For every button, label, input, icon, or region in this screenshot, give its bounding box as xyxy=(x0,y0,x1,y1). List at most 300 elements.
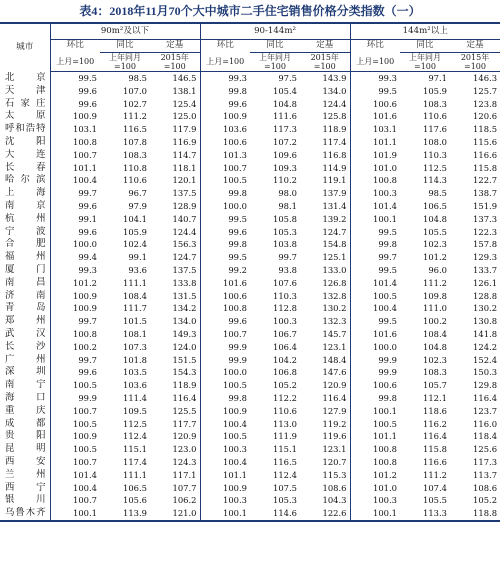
city-name-cell: 北京 xyxy=(0,72,50,85)
city-name-cell: 济南 xyxy=(0,290,50,303)
index-cell-mom-small: 99.5 xyxy=(78,73,97,83)
index-cell-mom-large: 99.5 xyxy=(350,226,400,239)
index-cell-base-medium: 133.0 xyxy=(322,264,347,275)
index-cell-yoy-large: 107.4 xyxy=(423,482,447,493)
index-cell-base-small: 116.9 xyxy=(172,136,197,147)
table-row xyxy=(0,123,500,136)
index-cell-base-small: 133.8 xyxy=(172,277,197,288)
table-row xyxy=(0,149,500,162)
index-cell-base-medium: 114.9 xyxy=(322,162,347,173)
index-cell-yoy-medium: 100.3 xyxy=(273,316,297,327)
index-cell-base-medium: 126.8 xyxy=(322,277,347,288)
index-cell-mom-medium: 100.1 xyxy=(200,507,250,521)
index-cell-yoy-medium: 116.5 xyxy=(273,456,297,467)
table-body xyxy=(0,72,500,521)
index-cell-yoy-medium: 105.4 xyxy=(273,85,297,96)
index-cell-base-small: 116.4 xyxy=(172,392,197,403)
index-cell-yoy-medium: 106.4 xyxy=(273,341,297,352)
index-cell-mom-large: 103.1 xyxy=(350,123,400,136)
index-cell-base-large: 108.6 xyxy=(473,482,498,493)
index-cell-yoy-small: 116.5 xyxy=(123,124,147,135)
index-cell-base-small: 154.3 xyxy=(172,367,197,378)
base-label-base: 2015年=100 xyxy=(450,53,500,72)
index-cell-mom-medium: 99.5 xyxy=(200,213,250,226)
index-cell-yoy-large: 97.1 xyxy=(428,73,447,83)
index-cell-base-medium: 148.4 xyxy=(322,354,347,365)
city-name-cell: 昆明 xyxy=(0,443,50,456)
index-cell-base-large: 151.9 xyxy=(473,200,498,211)
city-name-cell: 长春 xyxy=(0,162,50,175)
table-row xyxy=(0,379,500,392)
index-cell-mom-medium: 101.3 xyxy=(200,149,250,162)
index-cell-mom-large: 101.0 xyxy=(350,482,400,495)
index-cell-base-large: 129.3 xyxy=(473,252,498,263)
index-cell-mom-medium: 100.7 xyxy=(200,162,250,175)
index-cell-base-medium: 147.6 xyxy=(322,367,347,378)
index-cell-mom-small: 100.9 xyxy=(73,290,97,301)
index-cell-base-large: 118.5 xyxy=(473,124,498,135)
index-cell-base-small: 107.7 xyxy=(172,482,197,493)
index-cell-base-medium: 120.7 xyxy=(322,456,347,467)
index-cell-yoy-small: 105.9 xyxy=(123,226,147,237)
index-cell-base-large: 126.1 xyxy=(473,277,498,288)
index-cell-yoy-medium: 112.2 xyxy=(273,392,297,403)
index-cell-base-small: 124.3 xyxy=(172,456,197,467)
index-cell-mom-large: 100.6 xyxy=(350,98,400,111)
index-cell-base-large: 120.6 xyxy=(473,111,498,122)
index-cell-mom-small: 100.4 xyxy=(73,482,97,493)
index-cell-mom-large: 101.1 xyxy=(350,136,400,149)
index-cell-base-medium: 116.8 xyxy=(322,149,347,160)
table-row xyxy=(0,469,500,482)
index-cell-base-medium: 104.3 xyxy=(322,495,347,506)
sub-header-yoy: 同比 xyxy=(100,40,150,53)
table-row xyxy=(0,507,500,521)
index-cell-yoy-large: 117.6 xyxy=(423,124,447,135)
index-cell-yoy-large: 98.5 xyxy=(428,188,447,199)
index-cell-base-medium: 119.2 xyxy=(322,418,347,429)
index-cell-mom-large: 99.9 xyxy=(350,366,400,379)
index-cell-mom-small: 100.0 xyxy=(73,239,97,250)
index-cell-base-small: 124.0 xyxy=(172,341,197,352)
sub-header-yoy: 同比 xyxy=(400,40,450,53)
index-cell-mom-small: 100.5 xyxy=(73,418,97,429)
table-row xyxy=(0,187,500,200)
sub-header-mom: 环比 xyxy=(200,40,250,53)
base-label-yoy: 上年同月=100 xyxy=(250,53,300,72)
city-name-cell: 青岛 xyxy=(0,302,50,315)
index-cell-yoy-medium: 104.8 xyxy=(273,98,297,109)
index-cell-base-medium: 127.9 xyxy=(322,405,347,416)
table-row xyxy=(0,494,500,507)
index-cell-yoy-small: 102.7 xyxy=(123,98,147,109)
table-row xyxy=(0,251,500,264)
index-cell-base-small: 124.4 xyxy=(172,226,197,237)
index-cell-base-medium: 117.4 xyxy=(322,136,347,147)
index-cell-yoy-small: 115.1 xyxy=(123,444,147,455)
index-cell-yoy-medium: 117.3 xyxy=(273,124,297,135)
index-cell-mom-medium: 99.6 xyxy=(200,226,250,239)
index-cell-base-medium: 137.9 xyxy=(322,188,347,199)
index-cell-yoy-large: 110.6 xyxy=(423,111,447,122)
index-cell-base-small: 138.1 xyxy=(172,85,197,96)
index-cell-mom-large: 100.8 xyxy=(350,456,400,469)
index-cell-mom-large: 101.2 xyxy=(350,469,400,482)
group-header-large: 144m²以上 xyxy=(350,23,500,40)
index-cell-mom-medium: 100.7 xyxy=(200,328,250,341)
base-label-mom: 上月=100 xyxy=(50,53,100,72)
table-row xyxy=(0,226,500,239)
index-cell-base-small: 146.5 xyxy=(172,73,197,83)
index-cell-yoy-medium: 109.6 xyxy=(273,149,297,160)
index-cell-yoy-large: 105.9 xyxy=(423,85,447,96)
city-name-cell: 乌鲁木齐 xyxy=(0,507,50,521)
table-row xyxy=(0,72,500,85)
index-cell-base-small: 125.0 xyxy=(172,111,197,122)
index-cell-mom-medium: 100.0 xyxy=(200,366,250,379)
index-cell-mom-small: 100.9 xyxy=(73,431,97,442)
index-cell-yoy-large: 112.1 xyxy=(423,392,447,403)
index-cell-mom-medium: 100.9 xyxy=(200,405,250,418)
index-cell-yoy-small: 112.5 xyxy=(123,418,147,429)
city-name-cell: 合肥 xyxy=(0,238,50,251)
index-cell-yoy-small: 111.7 xyxy=(123,303,147,314)
index-cell-yoy-medium: 112.4 xyxy=(273,469,297,480)
index-cell-mom-small: 100.7 xyxy=(73,495,97,506)
index-cell-mom-large: 101.4 xyxy=(350,200,400,213)
table-row xyxy=(0,238,500,251)
index-cell-mom-small: 99.6 xyxy=(78,367,97,378)
table-row xyxy=(0,98,500,111)
index-cell-yoy-large: 105.5 xyxy=(423,226,447,237)
index-cell-yoy-large: 115.8 xyxy=(423,444,447,455)
index-cell-yoy-large: 111.2 xyxy=(423,469,447,480)
index-cell-yoy-medium: 107.6 xyxy=(273,277,297,288)
index-cell-base-large: 152.4 xyxy=(473,354,498,365)
index-cell-base-medium: 139.2 xyxy=(322,213,347,224)
index-cell-base-medium: 132.8 xyxy=(322,290,347,301)
index-cell-mom-small: 100.9 xyxy=(73,303,97,314)
index-cell-mom-medium: 99.8 xyxy=(200,85,250,98)
index-cell-yoy-small: 98.5 xyxy=(128,73,147,83)
index-cell-base-large: 125.7 xyxy=(473,85,498,96)
index-cell-mom-medium: 100.6 xyxy=(200,290,250,303)
index-cell-base-small: 137.5 xyxy=(172,264,197,275)
city-name-cell: 郑州 xyxy=(0,315,50,328)
index-cell-mom-medium: 99.3 xyxy=(200,72,250,85)
index-cell-yoy-large: 102.3 xyxy=(423,239,447,250)
index-cell-yoy-medium: 98.1 xyxy=(278,200,297,211)
index-cell-base-small: 134.0 xyxy=(172,316,197,327)
index-cell-yoy-medium: 99.7 xyxy=(278,252,297,263)
index-cell-yoy-small: 108.4 xyxy=(123,290,147,301)
index-cell-mom-medium: 100.8 xyxy=(200,302,250,315)
index-cell-yoy-large: 114.3 xyxy=(423,175,447,186)
index-cell-yoy-small: 103.6 xyxy=(123,380,147,391)
city-name-cell: 银川 xyxy=(0,494,50,507)
index-cell-mom-small: 99.7 xyxy=(78,354,97,365)
index-cell-base-small: 131.5 xyxy=(172,290,197,301)
index-cell-mom-small: 100.7 xyxy=(73,405,97,416)
index-cell-base-large: 130.8 xyxy=(473,316,498,327)
city-name-cell: 天津 xyxy=(0,85,50,98)
index-cell-base-medium: 123.1 xyxy=(322,444,347,455)
index-cell-mom-small: 101.1 xyxy=(73,162,97,173)
index-cell-mom-small: 103.1 xyxy=(73,124,97,135)
table-row xyxy=(0,264,500,277)
index-cell-base-large: 125.6 xyxy=(473,444,498,455)
city-name-cell: 石家庄 xyxy=(0,98,50,111)
index-cell-yoy-medium: 110.6 xyxy=(273,405,297,416)
index-cell-mom-small: 99.6 xyxy=(78,200,97,211)
index-cell-mom-small: 99.6 xyxy=(78,98,97,109)
city-name-cell: 沈阳 xyxy=(0,136,50,149)
index-cell-mom-large: 99.3 xyxy=(350,72,400,85)
index-cell-mom-large: 100.4 xyxy=(350,302,400,315)
index-cell-base-large: 150.3 xyxy=(473,367,498,378)
index-cell-yoy-large: 116.2 xyxy=(423,418,447,429)
index-cell-mom-medium: 99.2 xyxy=(200,264,250,277)
index-cell-base-large: 113.7 xyxy=(473,469,498,480)
index-cell-mom-large: 100.6 xyxy=(350,379,400,392)
table-row xyxy=(0,302,500,315)
table-row xyxy=(0,328,500,341)
index-cell-base-medium: 125.1 xyxy=(322,252,347,263)
index-cell-mom-small: 100.5 xyxy=(73,444,97,455)
city-name-cell: 重庆 xyxy=(0,405,50,418)
index-cell-base-large: 138.7 xyxy=(473,188,498,199)
index-cell-base-large: 118.4 xyxy=(473,431,498,442)
index-cell-mom-small: 99.6 xyxy=(78,226,97,237)
index-cell-mom-medium: 100.5 xyxy=(200,379,250,392)
index-cell-mom-medium: 101.1 xyxy=(200,469,250,482)
city-name-cell: 海口 xyxy=(0,392,50,405)
base-label-yoy: 上年同月=100 xyxy=(100,53,150,72)
index-cell-yoy-large: 96.0 xyxy=(428,264,447,275)
index-cell-mom-large: 99.9 xyxy=(350,354,400,367)
index-cell-yoy-large: 101.2 xyxy=(423,252,447,263)
index-cell-yoy-medium: 107.2 xyxy=(273,136,297,147)
sub-header-mom: 环比 xyxy=(350,40,400,53)
index-cell-yoy-small: 111.1 xyxy=(123,277,147,288)
index-cell-base-medium: 131.4 xyxy=(322,200,347,211)
index-cell-base-medium: 125.8 xyxy=(322,111,347,122)
index-cell-yoy-small: 104.1 xyxy=(123,213,147,224)
index-cell-base-large: 130.2 xyxy=(473,303,498,314)
index-cell-yoy-small: 113.9 xyxy=(100,507,150,521)
index-cell-base-small: 124.7 xyxy=(172,252,197,263)
index-cell-base-medium: 132.3 xyxy=(322,316,347,327)
index-cell-base-small: 137.5 xyxy=(172,188,197,199)
table-row xyxy=(0,341,500,354)
index-cell-base-large: 141.8 xyxy=(473,328,498,339)
index-cell-mom-medium: 99.6 xyxy=(200,98,250,111)
index-cell-yoy-medium: 110.3 xyxy=(273,290,297,301)
index-cell-mom-small: 100.4 xyxy=(73,175,97,186)
city-name-cell: 呼和浩特 xyxy=(0,123,50,136)
index-cell-yoy-large: 102.3 xyxy=(423,354,447,365)
index-cell-mom-small: 100.5 xyxy=(73,380,97,391)
index-cell-base-medium: 123.1 xyxy=(322,341,347,352)
index-cell-yoy-small: 107.0 xyxy=(123,85,147,96)
index-cell-mom-small: 99.9 xyxy=(78,392,97,403)
group-header-small: 90m²及以下 xyxy=(50,23,200,40)
index-cell-yoy-small: 107.8 xyxy=(123,136,147,147)
table-row xyxy=(0,315,500,328)
index-cell-mom-small: 100.9 xyxy=(73,111,97,122)
index-cell-yoy-small: 111.1 xyxy=(123,469,147,480)
index-cell-mom-small: 100.7 xyxy=(73,456,97,467)
index-cell-base-large: 122.7 xyxy=(473,175,498,186)
city-name-cell: 南宁 xyxy=(0,379,50,392)
index-cell-yoy-small: 93.6 xyxy=(128,264,147,275)
table-row xyxy=(0,456,500,469)
index-cell-yoy-large: 111.2 xyxy=(423,277,447,288)
index-cell-yoy-small: 108.1 xyxy=(123,328,147,339)
index-cell-mom-medium: 100.3 xyxy=(200,443,250,456)
index-cell-mom-medium: 99.9 xyxy=(200,354,250,367)
table-row xyxy=(0,290,500,303)
index-cell-base-small: 118.9 xyxy=(172,380,197,391)
table-row xyxy=(0,200,500,213)
index-cell-yoy-large: 106.5 xyxy=(423,200,447,211)
index-cell-mom-small: 99.4 xyxy=(78,252,97,263)
index-cell-yoy-large: 108.4 xyxy=(423,328,447,339)
index-cell-yoy-medium: 103.8 xyxy=(273,239,297,250)
index-cell-mom-medium: 100.0 xyxy=(200,200,250,213)
index-cell-base-large: 123.7 xyxy=(473,405,498,416)
city-name-cell: 宁波 xyxy=(0,226,50,239)
city-name-cell: 武汉 xyxy=(0,328,50,341)
index-cell-base-medium: 124.4 xyxy=(322,98,347,109)
table-row xyxy=(0,162,500,175)
city-name-cell: 南昌 xyxy=(0,277,50,290)
city-name-cell: 哈尔滨 xyxy=(0,174,50,187)
index-cell-base-medium: 115.3 xyxy=(322,469,347,480)
index-cell-mom-large: 101.1 xyxy=(350,430,400,443)
index-cell-yoy-medium: 98.0 xyxy=(278,188,297,199)
index-cell-yoy-small: 107.3 xyxy=(123,341,147,352)
table-row xyxy=(0,443,500,456)
index-cell-mom-medium: 100.5 xyxy=(200,430,250,443)
index-cell-base-small: 128.9 xyxy=(172,200,197,211)
index-cell-mom-medium: 99.8 xyxy=(200,392,250,405)
city-column-header: 城市 xyxy=(0,23,50,72)
city-name-cell: 杭州 xyxy=(0,213,50,226)
index-cell-yoy-large: 100.2 xyxy=(423,316,447,327)
index-cell-yoy-medium: 115.1 xyxy=(273,444,297,455)
city-name-cell: 太原 xyxy=(0,110,50,123)
index-cell-yoy-small: 110.6 xyxy=(123,175,147,186)
index-cell-base-small: 120.1 xyxy=(172,175,197,186)
city-name-cell: 成都 xyxy=(0,418,50,431)
index-cell-mom-small: 99.1 xyxy=(78,213,97,224)
index-cell-yoy-small: 110.8 xyxy=(123,162,147,173)
index-cell-yoy-medium: 111.6 xyxy=(273,111,297,122)
index-cell-mom-medium: 100.4 xyxy=(200,418,250,431)
city-name-cell: 兰州 xyxy=(0,469,50,482)
index-cell-yoy-large: 118.6 xyxy=(423,405,447,416)
index-cell-base-small: 156.3 xyxy=(172,239,197,250)
index-cell-base-medium: 145.7 xyxy=(322,328,347,339)
index-cell-base-large: 115.8 xyxy=(473,162,498,173)
index-cell-yoy-small: 101.8 xyxy=(123,354,147,365)
index-cell-mom-small: 101.4 xyxy=(73,469,97,480)
index-cell-base-medium: 124.7 xyxy=(322,226,347,237)
index-cell-yoy-medium: 93.8 xyxy=(278,264,297,275)
index-cell-base-medium: 154.8 xyxy=(322,239,347,250)
index-cell-base-medium: 118.9 xyxy=(322,124,347,135)
index-cell-mom-large: 101.6 xyxy=(350,110,400,123)
index-cell-base-medium: 116.4 xyxy=(322,392,347,403)
index-cell-base-large: 146.3 xyxy=(473,73,498,83)
index-cell-base-large: 128.8 xyxy=(473,290,498,301)
index-cell-yoy-small: 102.4 xyxy=(123,239,147,250)
index-cell-base-large: 118.8 xyxy=(450,507,500,521)
index-cell-yoy-medium: 109.3 xyxy=(273,162,297,173)
index-cell-yoy-small: 111.2 xyxy=(123,111,147,122)
index-cell-mom-large: 100.8 xyxy=(350,174,400,187)
index-cell-mom-medium: 99.5 xyxy=(200,251,250,264)
index-cell-base-large: 115.6 xyxy=(473,136,498,147)
index-cell-base-large: 123.8 xyxy=(473,98,498,109)
base-label-mom: 上月=100 xyxy=(200,53,250,72)
index-cell-mom-medium: 99.8 xyxy=(200,187,250,200)
city-name-cell: 西宁 xyxy=(0,482,50,495)
table-row xyxy=(0,354,500,367)
index-cell-yoy-small: 117.4 xyxy=(123,456,147,467)
table-row xyxy=(0,110,500,123)
index-cell-base-medium: 134.0 xyxy=(322,85,347,96)
index-cell-base-small: 125.4 xyxy=(172,98,197,109)
index-cell-mom-large: 100.5 xyxy=(350,418,400,431)
index-cell-base-small: 134.2 xyxy=(172,303,197,314)
sub-header-base: 定基 xyxy=(300,40,350,53)
index-cell-mom-medium: 100.6 xyxy=(200,136,250,149)
index-cell-mom-large: 100.1 xyxy=(350,507,400,521)
index-cell-mom-large: 100.3 xyxy=(350,494,400,507)
index-cell-yoy-large: 108.0 xyxy=(423,136,447,147)
index-cell-yoy-medium: 111.9 xyxy=(273,431,297,442)
city-name-cell: 西安 xyxy=(0,456,50,469)
index-cell-yoy-medium: 107.5 xyxy=(273,482,297,493)
city-name-cell: 南京 xyxy=(0,200,50,213)
table-row xyxy=(0,366,500,379)
index-cell-yoy-medium: 106.7 xyxy=(273,328,297,339)
index-cell-base-small: 118.1 xyxy=(172,162,197,173)
index-cell-mom-large: 99.8 xyxy=(350,392,400,405)
table-row xyxy=(0,174,500,187)
index-cell-mom-small: 99.7 xyxy=(78,188,97,199)
index-cell-yoy-medium: 106.8 xyxy=(273,367,297,378)
index-cell-mom-large: 99.7 xyxy=(350,251,400,264)
index-cell-base-large: 129.8 xyxy=(473,380,498,391)
table-row xyxy=(0,213,500,226)
index-cell-base-small: 120.9 xyxy=(172,431,197,442)
sub-header-base: 定基 xyxy=(450,40,500,53)
index-cell-base-small: 117.7 xyxy=(172,418,197,429)
index-cell-base-large: 124.2 xyxy=(473,341,498,352)
index-cell-base-large: 137.3 xyxy=(473,213,498,224)
index-cell-yoy-large: 108.3 xyxy=(423,98,447,109)
index-cell-mom-medium: 99.9 xyxy=(200,341,250,354)
index-cell-mom-small: 100.7 xyxy=(73,149,97,160)
index-cell-yoy-large: 116.4 xyxy=(423,431,447,442)
index-cell-yoy-small: 109.5 xyxy=(123,405,147,416)
sub-header-base: 定基 xyxy=(150,40,200,53)
index-cell-base-small: 117.1 xyxy=(172,469,197,480)
index-cell-mom-large: 99.5 xyxy=(350,264,400,277)
